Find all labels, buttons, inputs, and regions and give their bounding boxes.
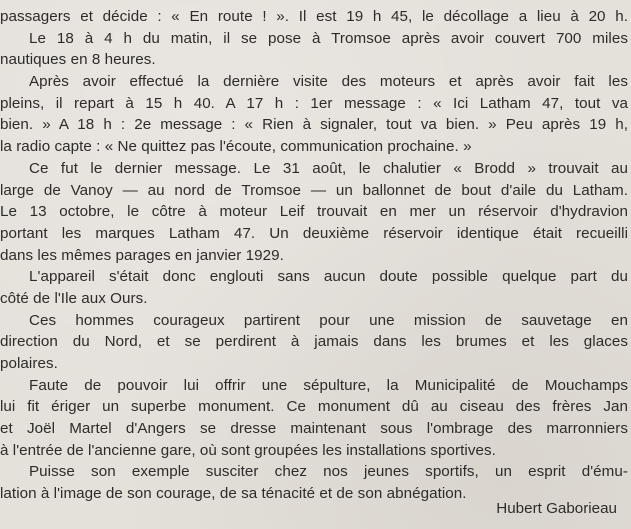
text-line: polaires. bbox=[0, 355, 58, 372]
text-line: Faute de pouvoir lui offrir une sépulture, la Municipalité de Mouchamps bbox=[29, 376, 628, 394]
text-line: passagers et décide : « En route ! ». Il est 19 h 45, le décollage a lieu à 20 h. bbox=[0, 8, 628, 25]
text-line: dans les mêmes parages en janvier 1929. bbox=[0, 246, 284, 264]
text-line: direction du Nord, et se perdirent à jamais dans les brumes et les glaces bbox=[0, 333, 628, 351]
text-line: portant les marques Latham 47. Un deuxième réservoir identique était recueilli bbox=[0, 224, 628, 242]
text-line: nautiques en 8 heures. bbox=[0, 51, 156, 69]
author-signature: Hubert Gaborieau bbox=[496, 500, 617, 517]
text-line: et Joël Martel d'Angers se dresse maintenant sous l'ombrage des marronniers bbox=[0, 420, 628, 438]
text-line: Ces hommes courageux partirent pour une mission de sauvetage en bbox=[29, 311, 628, 329]
text-line: large de Vanoy — au nord de Tromsoe — un ballonnet de bout d'aile du Latham. bbox=[0, 181, 628, 199]
text-line: la radio capte : « Ne quittez pas l'écoute, communication prochaine. » bbox=[0, 138, 472, 156]
text-line: côté de l'Ile aux Ours. bbox=[0, 289, 148, 307]
text-line: Le 18 à 4 h du matin, il se pose à Tromsoe après avoir couvert 700 miles bbox=[29, 29, 628, 47]
text-line: L'appareil s'était donc englouti sans aucun doute possible quelque part du bbox=[29, 268, 628, 286]
text-line: Puisse son exemple susciter chez nos jeunes sportifs, un esprit d'ému- bbox=[29, 463, 628, 481]
text-line: Le 13 octobre, le côtre à moteur Leif trouvait en mer un réservoir d'hydravion bbox=[0, 203, 628, 221]
article-body bbox=[0, 6, 628, 505]
text-line: Ce fut le dernier message. Le 31 août, le chalutier « Brodd » trouvait au bbox=[29, 159, 628, 177]
text-line: lation à l'image de son courage, de sa ténacité et de son abnégation. bbox=[0, 485, 467, 503]
text-line: lui fit ériger un superbe monument. Ce monument dû au ciseau des frères Jan bbox=[0, 398, 628, 416]
text-line: Après avoir effectué la dernière visite des moteurs et après avoir fait les bbox=[29, 73, 628, 91]
text-line: pleins, il repart à 15 h 40. A 17 h : 1er message : « Ici Latham 47, tout va bbox=[0, 94, 628, 112]
text-line: à l'entrée de l'ancienne gare, où sont groupées les installations sportives. bbox=[0, 441, 496, 459]
text-line: bien. » A 18 h : 2e message : « Rien à signaler, tout va bien. » Peu après 19 h, bbox=[0, 116, 628, 134]
